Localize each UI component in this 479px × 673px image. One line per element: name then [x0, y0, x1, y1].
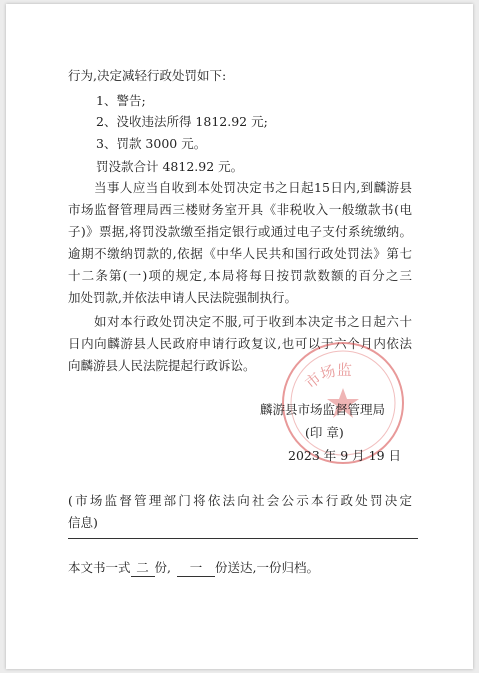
- penalty-item-confiscation: 2、没收违法所得 1812.92 元;: [96, 114, 268, 129]
- penalty-total: 罚没款合计 4812.92 元。: [96, 159, 244, 174]
- svg-text:市场监: [302, 361, 352, 393]
- penalty-item-fine: 3、罚款 3000 元。: [96, 136, 207, 151]
- publicity-notice-line: 信息): [68, 515, 98, 530]
- appeal-paragraph-line: 向麟游县人民法院提起行政诉讼。: [68, 358, 256, 373]
- appeal-paragraph-line: 日内向麟游县人民政府申请行政复议,也可以于六个月内依法: [68, 336, 412, 351]
- decision-intro: 行为,决定减轻行政处罚如下:: [68, 68, 227, 83]
- payment-paragraph-line: 子)》票据,将罚没款缴至指定银行或通过电子支付系统缴纳。: [68, 224, 412, 239]
- payment-paragraph-line: 加处罚款,并依法申请人民法院强制执行。: [68, 290, 297, 305]
- appeal-paragraph-line: 如对本行政处罚决定不服,可于收到本决定书之日起六十: [94, 314, 412, 329]
- issuing-agency: 麟游县市场监督管理局: [260, 402, 386, 417]
- copies-sep: 份,: [154, 560, 171, 575]
- copies-served: 一: [177, 560, 215, 577]
- payment-paragraph-line: 十二条第(一)项的规定,本局将每日按罚款数额的百分之三: [68, 268, 412, 283]
- penalty-item-warning: 1、警告;: [96, 93, 146, 108]
- payment-paragraph-line: 逾期不缴纳罚款的,依据《中华人民共和国行政处罚法》第七: [68, 246, 412, 261]
- document-page: [6, 4, 473, 669]
- publicity-notice-line: (市场监督管理部门将依法向社会公示本行政处罚决定: [68, 493, 412, 508]
- payment-paragraph-line: 市场监督管理局西三楼财务室开具《非税收入一般缴款书(电: [68, 202, 412, 217]
- copies-prefix: 本文书一式: [68, 560, 131, 575]
- copies-note: [68, 560, 319, 577]
- issue-date: 2023 年 9 月 19 日: [288, 448, 402, 463]
- copies-suffix: 份送达,一份归档。: [215, 560, 319, 575]
- seal-text: 市场监: [301, 360, 353, 393]
- copies-total: 二: [131, 560, 155, 577]
- seal-label: (印 章): [305, 425, 344, 440]
- payment-paragraph-line: 当事人应当自收到本处罚决定书之日起15日内,到麟游县: [94, 180, 412, 195]
- divider: [68, 538, 418, 539]
